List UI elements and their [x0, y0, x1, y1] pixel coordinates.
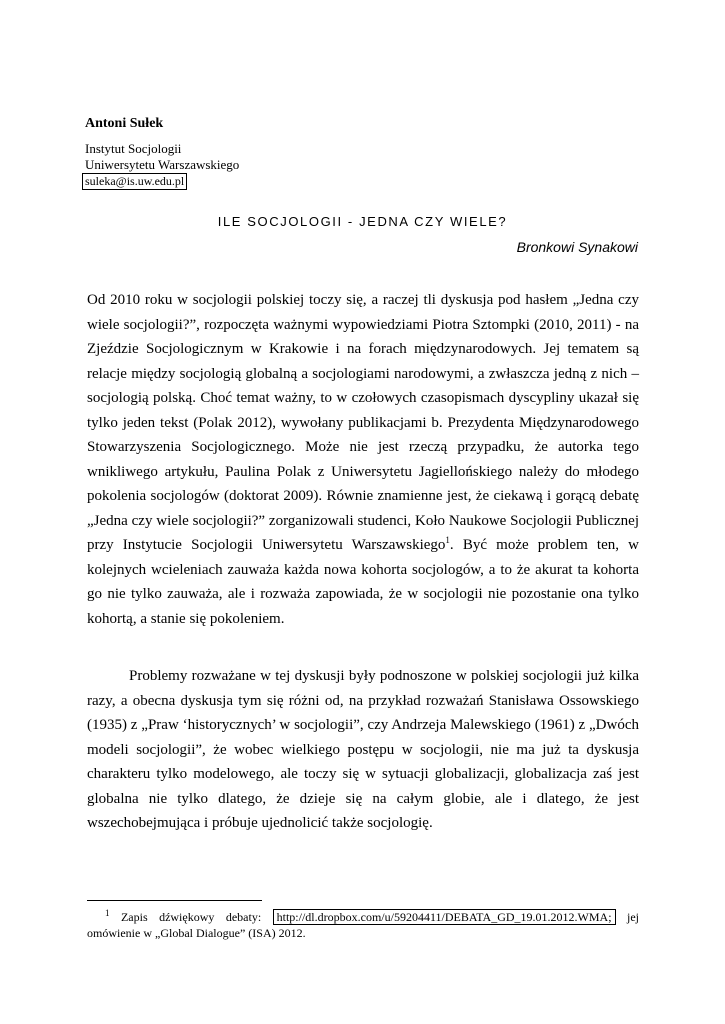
paragraph-1-text-b: . Być może problem ten, w kolejnych wcieleniach zauważa każda nowa kohorta socjologów, a to że akurat ta kohorta go nie tylko zauważa, ale i rozważa zapowiada, że w socjologii nie pozostanie ona tylko kohortą, a stanie się pokoleniem. — [87, 537, 640, 627]
institute-name: Instytut Socjologii — [85, 141, 182, 156]
paragraph-1-text-a: Od 2010 roku w socjologii polskiej toczy się, a raczej tli dyskusja pod hasłem „Jedna czy wiele socjologii?”, rozpoczęta ważnymi wypowiedziami Piotra Sztompki (2010, 2011) - na Zjeździe Socjologicznym w Krakowie i na forach międzynarodowych. Jej tematem są relacje między socjologią globalną a socjologiami narodowymi, a zwłaszcza jedną z nich – socjologią polską. Choć temat ważny, to w czołowych czasopismach dyscypliny ukazał się tylko jeden tekst (Polak 2012), wywołany publikacjami b. Prezydenta Międzynarodowego Stowarzyszenia Socjologicznego. Może nie jest rzeczą przypadku, że autorka tego wnikliwego artykułu, Paulina Polak z Uniwersytetu Jagiellońskiego należy do młodego pokolenia socjologów (doktorat 2009). Równie znamienne jest, że ciekawą i gorącą debatę „Jedna czy wiele socjologii?” zorganizowali studenci, Koło Naukowe Socjologii Publicznej przy Instytucie Socjologii Uniwersytetu Warszawskiego — [87, 292, 639, 553]
footnote — [87, 909, 639, 941]
footnote-number: 1 — [105, 908, 110, 918]
article-title: ILE SOCJOLOGII - JEDNA CZY WIELE? — [217, 214, 508, 229]
paragraph-2 — [87, 664, 639, 836]
footnote-text-b: jej omówienie w „Global Dialogue” (ISA) 2012. — [87, 910, 639, 940]
footnote-text-a: Zapis dźwiękowy debaty: — [120, 910, 262, 924]
paragraph-2-text: Problemy rozważane w tej dyskusji były podnoszone w polskiej socjologii już kilka razy, a obecna dyskusja tym się różni od, na przykład rozważań Stanisława Ossowskiego (1935) z „Praw ‘historycznych’ w socjologii”, czy Andrzeja Malewskiego (1961) z „Dwóch modeli socjologii”, że wobec wielkiego postępu w socjologii, nie ma już ta dyskusja charakteru tylko modelowego, ale toczy się w sytuacji globalizacji, globalizacja zaś jest globalna nie tylko dlatego, że dzieje się na całym globie, ale i dlatego, że jest wszechobejmująca i próbuje ujednolicić także socjologię. — [87, 668, 639, 831]
email-link[interactable]: suleka@is.uw.edu.pl — [82, 173, 187, 190]
author-name: Antoni Sułek — [85, 116, 164, 131]
paragraph-1 — [87, 288, 639, 631]
footnote-reference[interactable]: 1 — [445, 535, 450, 545]
footnote-link[interactable]: http://dl.dropbox.com/u/59204411/DEBATA_GD_19.01.2012.WMA; — [273, 909, 616, 925]
dedication: Bronkowi Synakowi — [516, 239, 638, 255]
author-affiliation — [85, 141, 239, 190]
university-name: Uniwersytetu Warszawskiego — [85, 157, 240, 172]
footnote-separator — [87, 900, 262, 901]
